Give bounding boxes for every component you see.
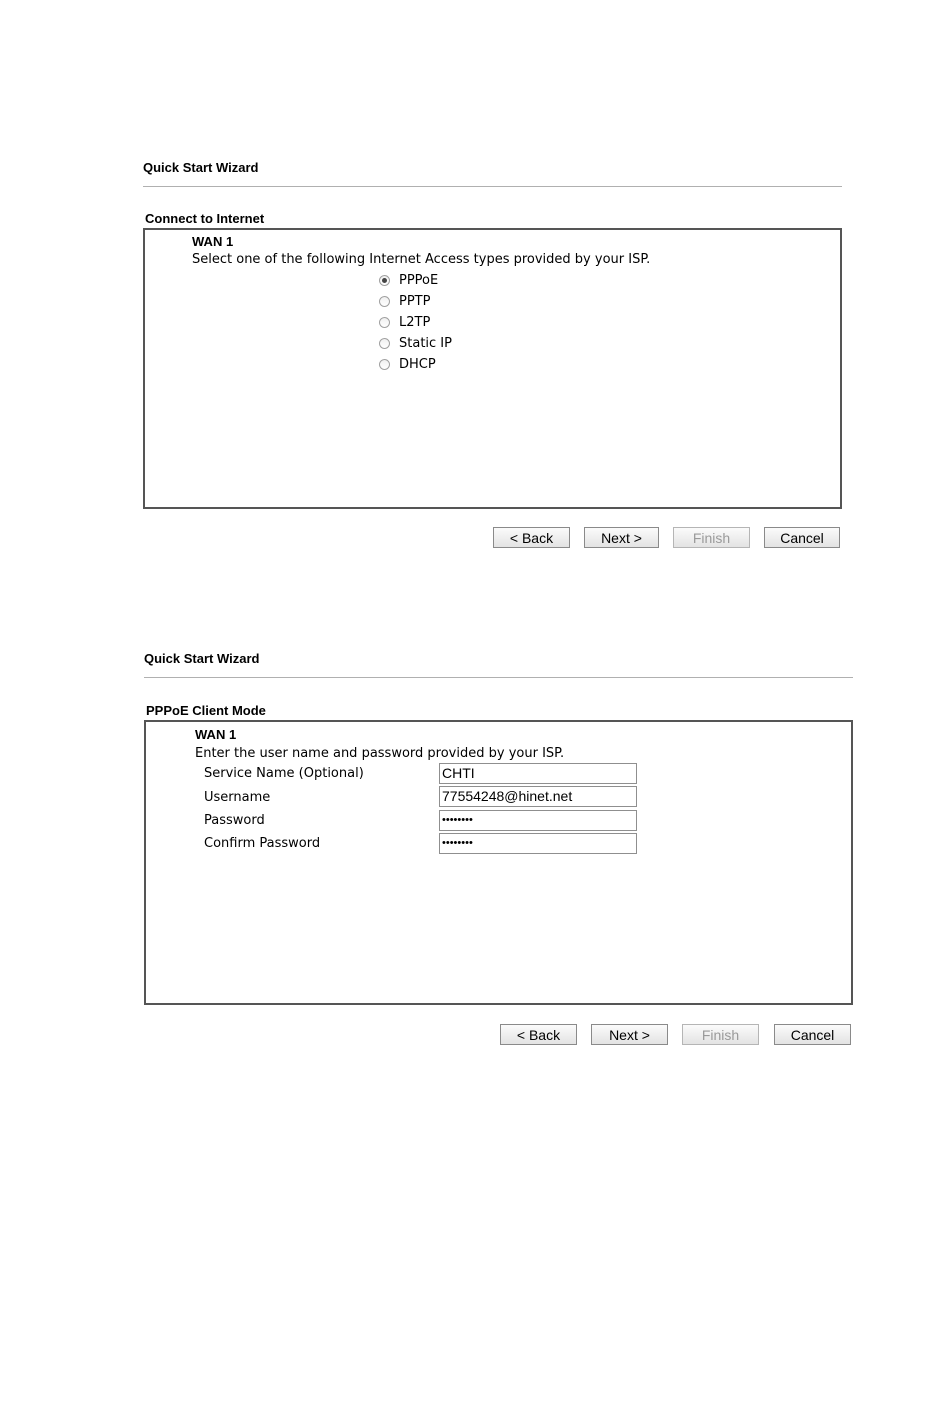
wizard2-title: Quick Start Wizard — [144, 651, 260, 666]
radio-option-pppoe[interactable] — [379, 270, 452, 291]
finish-button: Finish — [673, 527, 750, 548]
next-button[interactable]: Next > — [591, 1024, 668, 1045]
radio-label-l2tp: L2TP — [399, 315, 431, 330]
username-input[interactable]: 77554248@hinet.net — [439, 786, 637, 807]
service-name-input[interactable]: CHTI — [439, 763, 637, 784]
next-button[interactable]: Next > — [584, 527, 659, 548]
wizard2-panel — [144, 720, 853, 1005]
wizard2-section-title: PPPoE Client Mode — [146, 703, 266, 718]
back-button[interactable]: < Back — [493, 527, 570, 548]
radio-label-pptp: PPTP — [399, 294, 431, 309]
radio-pppoe[interactable] — [379, 275, 390, 286]
wizard1-panel — [143, 228, 842, 509]
cancel-button[interactable]: Cancel — [774, 1024, 851, 1045]
access-type-radio-group — [379, 270, 452, 375]
service-name-label: Service Name (Optional) — [204, 766, 364, 781]
finish-button: Finish — [682, 1024, 759, 1045]
wan-label: WAN 1 — [192, 234, 234, 249]
radio-l2tp[interactable] — [379, 317, 390, 328]
cancel-button[interactable]: Cancel — [764, 527, 840, 548]
username-label: Username — [204, 790, 271, 805]
wizard1-divider — [143, 186, 842, 187]
confirm-password-label: Confirm Password — [204, 836, 321, 851]
radio-static-ip[interactable] — [379, 338, 390, 349]
radio-label-dhcp: DHCP — [399, 357, 436, 372]
wan-label: WAN 1 — [195, 727, 237, 742]
confirm-password-input[interactable]: •••••••• — [439, 833, 637, 854]
radio-option-static-ip[interactable] — [379, 333, 452, 354]
radio-dhcp[interactable] — [379, 359, 390, 370]
radio-option-l2tp[interactable] — [379, 312, 452, 333]
radio-option-dhcp[interactable] — [379, 354, 452, 375]
access-type-description: Select one of the following Internet Access types provided by your ISP. — [192, 252, 651, 267]
radio-option-pptp[interactable] — [379, 291, 452, 312]
back-button[interactable]: < Back — [500, 1024, 577, 1045]
password-input[interactable]: •••••••• — [439, 810, 637, 831]
radio-label-pppoe: PPPoE — [399, 273, 439, 288]
wizard2-divider — [144, 677, 853, 678]
radio-label-static-ip: Static IP — [399, 336, 452, 351]
credentials-description: Enter the user name and password provided by your ISP. — [195, 746, 565, 761]
wizard1-title: Quick Start Wizard — [143, 160, 259, 175]
wizard1-section-title: Connect to Internet — [145, 211, 265, 226]
radio-pptp[interactable] — [379, 296, 390, 307]
password-label: Password — [204, 813, 265, 828]
